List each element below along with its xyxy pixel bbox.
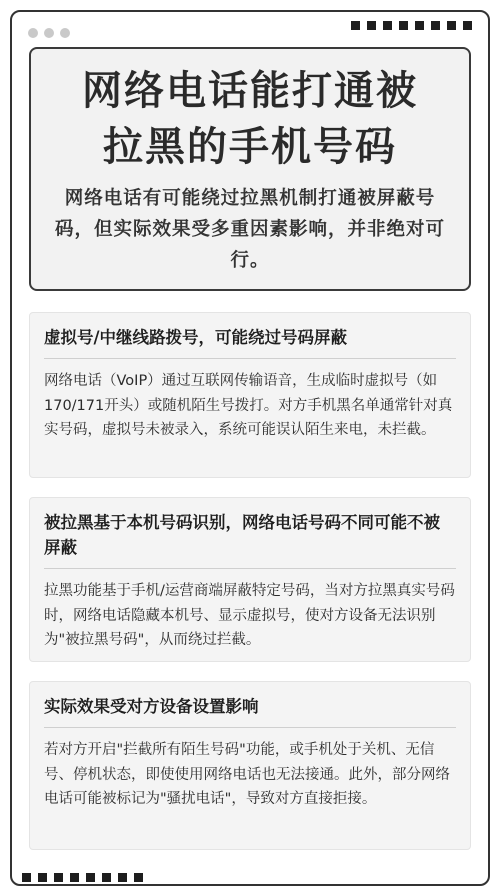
square-icon bbox=[102, 873, 111, 882]
section-card-virtual-number bbox=[29, 312, 471, 478]
decor-squares-bottom bbox=[22, 873, 143, 882]
page-subtitle: 网络电话有可能绕过拉黑机制打通被屏蔽号码，但实际效果受多重因素影响，并非绝对可行。 bbox=[54, 188, 445, 271]
page-title bbox=[47, 63, 453, 175]
section-title: 虚拟号/中继线路拨号，可能绕过号码屏蔽 bbox=[44, 325, 456, 359]
square-icon bbox=[399, 21, 408, 30]
square-icon bbox=[447, 21, 456, 30]
square-icon bbox=[86, 873, 95, 882]
square-icon bbox=[351, 21, 360, 30]
square-icon bbox=[383, 21, 392, 30]
square-icon bbox=[22, 873, 31, 882]
dot-icon bbox=[60, 28, 70, 38]
page-title-line1: 网络电话能打通被 bbox=[82, 68, 418, 114]
hero-box bbox=[29, 47, 471, 291]
square-icon bbox=[134, 873, 143, 882]
page-title-line2: 拉黑的手机号码 bbox=[103, 124, 397, 170]
square-icon bbox=[70, 873, 79, 882]
square-icon bbox=[54, 873, 63, 882]
decor-squares-top bbox=[351, 21, 472, 30]
square-icon bbox=[38, 873, 47, 882]
section-body: 若对方开启"拦截所有陌生号码"功能，或手机处于关机、无信号、停机状态，即使使用网络电话也无法接通。此外，部分网络电话可能被标记为"骚扰电话"，导致对方直接拒接。 bbox=[44, 742, 450, 807]
dot-icon bbox=[44, 28, 54, 38]
section-title: 被拉黑基于本机号码识别，网络电话号码不同可能不被屏蔽 bbox=[44, 510, 456, 569]
section-body: 网络电话（VoIP）通过互联网传输语音，生成临时虚拟号（如170/171开头）或随机陌生号拨打。对方手机黑名单通常针对真实号码，虚拟号未被录入，系统可能误认陌生来电，未拦截。 bbox=[44, 373, 453, 438]
square-icon bbox=[463, 21, 472, 30]
section-body: 拉黑功能基于手机/运营商端屏蔽特定号码，当对方拉黑真实号码时，网络电话隐藏本机号、显示虚拟号，使对方设备无法识别为"被拉黑号码"，从而绕过拦截。 bbox=[44, 583, 455, 648]
square-icon bbox=[118, 873, 127, 882]
square-icon bbox=[415, 21, 424, 30]
window-dots bbox=[28, 28, 70, 38]
section-title: 实际效果受对方设备设置影响 bbox=[44, 694, 456, 728]
section-card-number-recognition bbox=[29, 497, 471, 662]
square-icon bbox=[367, 21, 376, 30]
dot-icon bbox=[28, 28, 38, 38]
section-card-device-settings bbox=[29, 681, 471, 850]
square-icon bbox=[431, 21, 440, 30]
